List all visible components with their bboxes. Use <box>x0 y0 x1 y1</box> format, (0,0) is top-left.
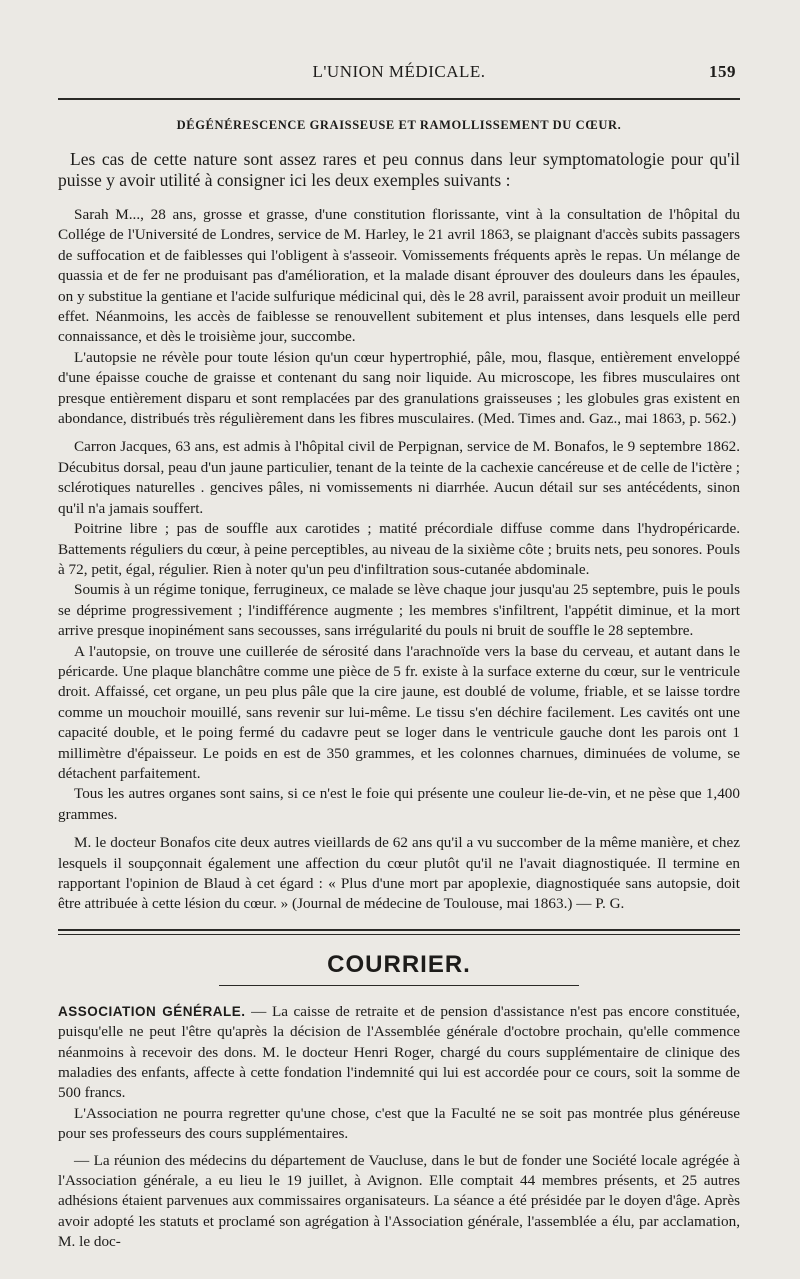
section-title: DÉGÉNÉRESCENCE GRAISSEUSE ET RAMOLLISSEMENT DU CŒUR. <box>176 118 622 132</box>
intro-paragraph: Les cas de cette nature sont assez rares et peu connus dans leur symptomatologie pour qu'il puisse y avoir utilité à consigner ici les deux exemples suivants : <box>58 149 740 190</box>
journal-title: L'UNION MÉDICALE. <box>312 62 486 81</box>
paragraph: Sarah M..., 28 ans, grosse et grasse, d'une constitution florissante, vint à la consultation de l'hôpital du Collége de l'Université de Londres, service de M. Harley, le 21 avril 1863, se plaignant d'accès subits passagers de suffocation et de faiblesses qui l'obligent à s'asseoir. Vomissements fréquents après le repas. Un mélange de quassia et de fer ne produisant pas d'amélioration, et la malade disant éprouver des douleurs dans les épaules, on y substitue la gentiane et l'acide sulfurique médicinal qui, dès le 28 avril, paraissent avoir produit un meilleur effet. Néanmoins, les accès de faiblesse se renouvellent subitement et plus intenses, dans lesquels elle perd connaissance, et dès le troisième jour, succombe. <box>58 206 740 346</box>
page-number: 159 <box>709 62 736 81</box>
association-text: — La caisse de retraite et de pension d'assistance n'est pas encore constituée, puisqu'elle ne peut l'être qu'après la décision de l'Assemblée générale d'octobre prochain, qu'elle commence néanmoins à recevoir des dons. M. le docteur Henri Roger, chargé du cours supplémentaire de clinique des maladies des enfants, affecte à cette fondation l'indemnité qui lui est accordée pour ce cours, soit la somme de 500 francs. <box>58 1002 740 1102</box>
courrier-heading: COURRIER. <box>327 950 471 978</box>
paragraph: Tous les autres organes sont sains, si ce n'est le foie qui présente une couleur lie-de-vin, et ne pèse que 1,400 grammes. <box>58 785 740 823</box>
courrier-rule <box>219 985 579 986</box>
paragraph: Carron Jacques, 63 ans, est admis à l'hôpital civil de Perpignan, service de M. Bonafos, le 9 septembre 1862. Décubitus dorsal, peau d'un jaune particulier, tenant de la teinte de la cachexie cancéreuse et de celle de l'ictère ; sclérotiques naturelles . gencives pâles, ni vomissements ni diarrhée. Aucun détail sur ses antécédents, sinon qu'il n'a jamais souffert. <box>58 438 740 517</box>
paragraph: A l'autopsie, on trouve une cuillerée de sérosité dans l'arachnoïde vers la base du cerveau, et autant dans le péricarde. Une plaque blanchâtre comme une pièce de 5 fr. existe à la surface externe du cœur, sur le ventricule droit. Affaissé, cet organe, un peu plus pâle que la cire jaune, est doublé de volume, friable, et se laisse tordre comme un mouchoir mouillé, sans revenir sur lui-même. Le tissu s'en déchire facilement. Les cavités ont une capacité double, et le poing fermé du cadavre peut se loger dans le ventricule gauche dont les parois ont 1 millimètre d'épaisseur. Le poids en est de 350 grammes, et les colonnes charnues, diminuées de volume, se détachent parfaitement. <box>58 642 740 782</box>
paragraph: M. le docteur Bonafos cite deux autres vieillards de 62 ans qu'il a vu succomber de la même manière, et chez lesquels il soupçonnait également une affection du cœur plutôt qu'il ne l'avait diagnostiquée. Il termine en rapportant l'opinion de Blaud à cet égard : « Plus d'une mort par apoplexie, diagnostiquée sans autopsie, doit être attribuée à cette lésion du cœur. » (Journal de médecine de Toulouse, mai 1863.) — P. G. <box>58 834 740 913</box>
section-divider <box>58 929 740 935</box>
association-paragraph <box>58 1002 740 1104</box>
association-label: ASSOCIATION GÉNÉRALE. <box>58 1003 246 1019</box>
paragraph: L'Association ne pourra regretter qu'une chose, c'est que la Faculté ne se soit pas montrée plus généreuse pour ses professeurs des cours supplémentaires. <box>58 1104 740 1143</box>
running-header <box>58 60 740 88</box>
header-rule <box>58 98 740 100</box>
paragraph: — La réunion des médecins du département de Vaucluse, dans le but de fonder une Société locale agrégée à l'Association générale, a eu lieu le 19 juillet, à Avignon. Elle comptait 44 membres présents, et 25 autres adhésions étaient parvenues aux commissaires organisateurs. La séance a été présidée par le doyen d'âge. Après avoir adopté les statuts et proclamé son agrégation à l'Association générale, l'assemblée a élu, par acclamation, M. le doc- <box>58 1151 740 1251</box>
paragraph: Poitrine libre ; pas de souffle aux carotides ; matité précordiale diffuse comme dans l'hydropéricarde. Battements réguliers du cœur, à peine perceptibles, au niveau de la sixième côte ; bruits nets, peu sonores. Pouls à 72, petit, égal, régulier. Rien à noter qu'un peu d'infiltration sous-cutanée abdominale. <box>58 520 740 578</box>
paragraph: Soumis à un régime tonique, ferrugineux, ce malade se lève chaque jour jusqu'au 25 septembre, puis le pouls se déprime progressivement ; l'indifférence augmente ; les membres s'infiltrent, l'appétit diminue, et la mort arrive presque inopinément sans secousses, sans irrégularité du pouls ni bruit de souffle le 28 septembre. <box>58 581 740 640</box>
paragraph: L'autopsie ne révèle pour toute lésion qu'un cœur hypertrophié, pâle, mou, flasque, entièrement enveloppé d'une épaisse couche de graisse et contenant du sang noir liquide. Au microscope, les fibres musculaires ont presque entièrement disparu et sont remplacées par des granulations graisseuses ; les globules gras existent en abondance, distribués très régulièrement dans les fibres musculaires. (Med. Times and. Gaz., mai 1863, p. 562.) <box>58 348 740 428</box>
